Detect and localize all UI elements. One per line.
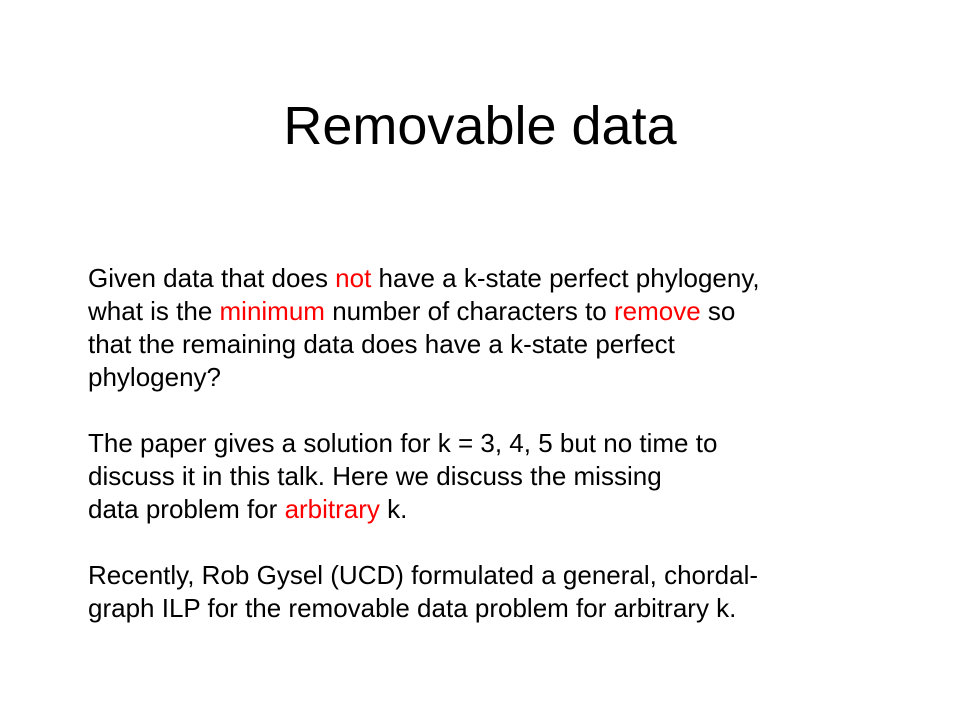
text-run: number of characters to (324, 296, 614, 326)
text-line (88, 262, 938, 295)
text-run: have a k-state perfect phylogeny, (371, 263, 760, 293)
slide-body (88, 262, 938, 625)
paragraph-paper-note (88, 427, 938, 526)
text-line: The paper gives a solution for k = 3, 4, 5 but no time to (88, 428, 718, 458)
text-line: graph ILP for the removable data problem for arbitrary k. (88, 593, 737, 623)
paragraph-recent-work (88, 559, 938, 625)
text-run: so (700, 296, 736, 326)
text-line: phylogeny? (88, 362, 221, 392)
highlight-not: not (335, 263, 372, 293)
paragraph-spacer (88, 526, 938, 559)
text-run: what is the (88, 296, 220, 326)
text-line (88, 493, 938, 526)
text-line: Recently, Rob Gysel (UCD) formulated a general, chordal- (88, 560, 759, 590)
highlight-arbitrary: arbitrary (284, 494, 380, 524)
slide-title: Removable data (283, 96, 677, 156)
text-line: discuss it in this talk. Here we discuss the missing (88, 461, 662, 491)
paragraph-question (88, 262, 938, 394)
paragraph-spacer (88, 394, 938, 427)
text-run: data problem for (88, 494, 285, 524)
highlight-minimum: minimum (219, 296, 325, 326)
highlight-remove: remove (614, 296, 701, 326)
text-line (88, 295, 938, 328)
text-run: Given data that does (88, 263, 336, 293)
text-run: k. (379, 494, 408, 524)
text-line: that the remaining data does have a k-state perfect (88, 329, 675, 359)
